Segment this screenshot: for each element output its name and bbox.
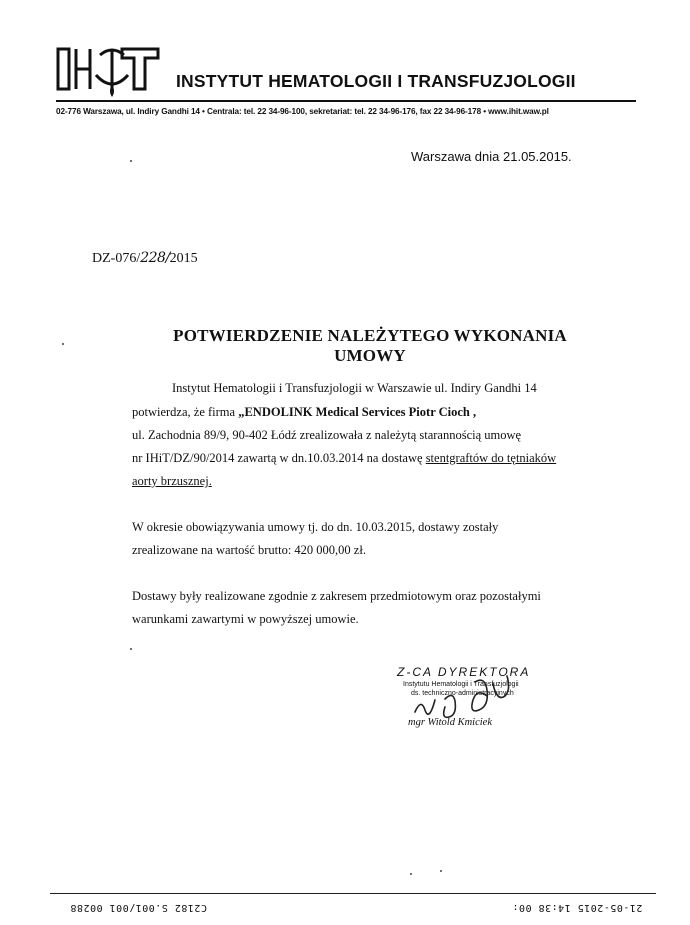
paragraph-1-line-1: Instytut Hematologii i Transfuzjologii w Warszawie ul. Indiry Gandhi 14 xyxy=(172,381,537,395)
paragraph-1-line-4 xyxy=(132,451,556,466)
signature-stamp xyxy=(375,662,550,737)
stamp-signatory: mgr Witold Kmiciek xyxy=(408,717,492,728)
paragraph-1-line-3: ul. Zachodnia 89/9, 90-402 Łódź zrealizowała z należytą starannością umowę xyxy=(132,428,522,442)
header-divider xyxy=(56,100,636,102)
letter-date: Warszawa dnia 21.05.2015. xyxy=(411,149,572,164)
stamp-institute: Instytutu Hematologii i Transfuzjologii xyxy=(403,681,519,688)
paragraph-1-line-5: aorty brzusznej. xyxy=(132,474,212,488)
handwritten-signature xyxy=(375,662,550,737)
reference-handwritten: 228/ xyxy=(140,250,170,266)
paragraph-2-line-2: zrealizowane na wartość brutto: 420 000,00 zł. xyxy=(132,543,366,557)
scan-speck xyxy=(62,343,64,345)
scan-speck xyxy=(130,160,132,162)
scan-speck xyxy=(410,873,412,875)
confirms-text: potwierdza, że firma xyxy=(132,405,236,419)
reference-suffix: 2015 xyxy=(169,251,198,266)
fax-footer-divider xyxy=(50,893,656,894)
document-title xyxy=(120,326,620,366)
fax-footer-right: 21-05-2015 14:38 00: xyxy=(512,902,643,913)
stamp-department: ds. techniczno-administracyjnych xyxy=(411,690,514,697)
scan-speck xyxy=(440,870,442,872)
title-line-2: UMOWY xyxy=(334,346,406,365)
ihit-logo xyxy=(56,47,164,99)
title-line-1: POTWIERDZENIE NALEŻYTEGO WYKONANIA xyxy=(173,326,567,345)
stamp-title: Z-CA DYREKTORA xyxy=(397,665,531,679)
reference-prefix: DZ-076/ xyxy=(92,251,141,266)
company-name: „ENDOLINK Medical Services Piotr Cioch , xyxy=(238,405,477,419)
contract-text: nr IHiT/DZ/90/2014 zawartą w dn.10.03.2014 na dostawę xyxy=(132,451,426,465)
delivery-subject: stentgraftów do tętniaków xyxy=(425,451,557,465)
paragraph-3-line-1: Dostawy były realizowane zgodnie z zakresem przedmiotowym oraz pozostałymi xyxy=(132,589,541,603)
paragraph-2-line-1: W okresie obowiązywania umowy tj. do dn. 10.03.2015, dostawy zostały xyxy=(132,520,499,534)
reference-number xyxy=(92,250,198,267)
paragraph-1-line-2 xyxy=(132,405,476,420)
scan-speck xyxy=(130,648,132,650)
fax-footer-left: C2182 S.001/001 00288 xyxy=(70,902,207,913)
paragraph-3-line-2: warunkami zawartymi w powyższej umowie. xyxy=(132,612,359,626)
institute-name: INSTYTUT HEMATOLOGII I TRANSFUZJOLOGII xyxy=(176,71,576,91)
institute-address: 02-776 Warszawa, ul. Indiry Gandhi 14 • Centrala: tel. 22 34-96-100, sekretariat: tel. 22 34-96-176, fax 22 34-96-178 • www.ihit.waw.pl xyxy=(56,107,549,116)
